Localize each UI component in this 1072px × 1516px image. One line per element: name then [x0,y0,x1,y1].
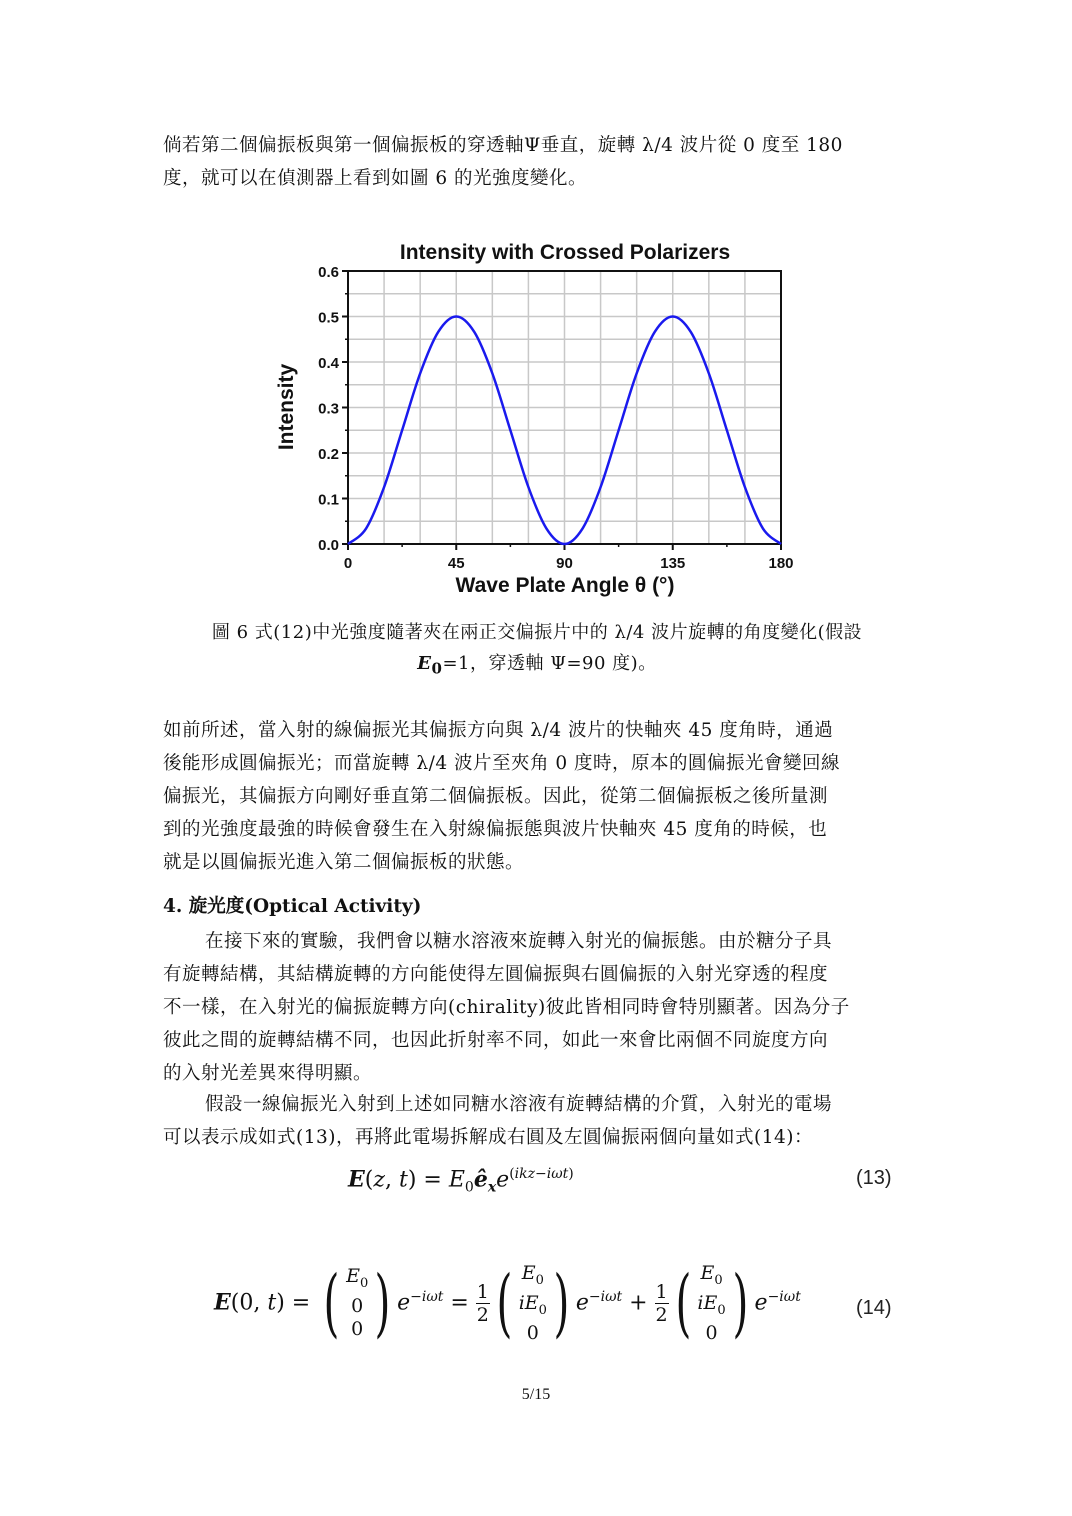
caption-e-subscript: 0 [431,659,443,678]
caption-e-symbol: E [417,653,432,674]
y-tick-label: 0.2 [318,446,339,463]
paragraph-3-line: 有旋轉結構，其結構旋轉的方向能使得左圓偏振與右圓偏振的入射光穿透的程度 [163,964,829,985]
figure-caption [163,617,911,685]
x-axis-ticks [344,544,794,572]
caption-line-2-rest: =1，穿透軸 Ψ=90 度)。 [442,653,657,674]
y-axis-label: Intensity [275,363,298,451]
x-tick-label: 90 [556,555,573,572]
paragraph-2-line: 到的光強度最強的時候會發生在入射線偏振態與波片快軸夾 45 度角的時候，也 [163,819,828,840]
paragraph-3-line: 不一樣，在入射光的偏振旋轉方向(chirality)彼此皆相同時會特別顯著。因為分子 [163,997,850,1018]
equation-14-number: (14) [856,1297,892,1319]
y-axis-ticks [318,264,348,554]
x-tick-label: 180 [768,555,794,572]
chart-grid [348,271,781,544]
paragraph-3 [163,925,911,1090]
y-tick-label: 0.0 [318,537,339,554]
caption-line-1: 圖 6 式(12)中光強度隨著夾在兩正交偏振片中的 λ/4 波片旋轉的角度變化(假設 [211,622,863,643]
equation-14: E(0, t) = ( $E_0$ 0 0 ) $e^{-i\omega t}$ = $\frac{1}{2}$ ( $E_0$ $iE_0$ 0 ) $e^{-i\omega t}$ + $\frac{1}{2}$ ( $E_0$ $iE_0$ 0 ) $e^{-i\omega t}$ [214,1260,801,1347]
paragraph-4-line: 可以表示成如式(13)，再將此電場拆解成右圓及左圓偏振兩個向量如式(14)： [163,1127,813,1148]
paragraph-2-line: 後能形成圓偏振光；而當旋轉 λ/4 波片至夾角 0 度時，原本的圓偏振光會變回線 [163,753,841,774]
y-tick-label: 0.3 [318,400,339,418]
section-heading: 4. 旋光度(Optical Activity) [163,896,422,917]
paragraph-3-line: 彼此之間的旋轉結構不同，也因此折射率不同，如此一來會比兩個不同旋度方向 [163,1030,829,1051]
intro-line-2: 度，就可以在偵測器上看到如圖 6 的光強度變化。 [163,168,588,189]
paragraph-2 [163,714,911,879]
intro-paragraph [163,129,911,195]
intensity-chart [262,228,822,608]
paragraph-3-line: 的入射光差異來得明顯。 [163,1063,373,1084]
equation-13: E(z, $t) = E_0ê_xe^{(ikz-i\omega t)}$ [348,1166,574,1196]
paragraph-2-line: 如前所述，當入射的線偏振光其偏振方向與 λ/4 波片的快軸夾 45 度角時，通過 [163,720,834,741]
y-tick-label: 0.6 [318,264,339,281]
equation-13-number: (13) [856,1167,892,1189]
paragraph-3-line: 在接下來的實驗，我們會以糖水溶液來旋轉入射光的偏振態。由於糖分子具 [205,931,833,952]
x-tick-label: 0 [343,555,353,572]
caption-line-2 [163,648,911,685]
y-tick-label: 0.4 [318,355,339,372]
page-number: 5/15 [521,1386,551,1403]
paragraph-4 [163,1088,911,1154]
paragraph-2-line: 偏振光，其偏振方向剛好垂直第二個偏振板。因此，從第二個偏振板之後所量測 [163,786,829,807]
intro-line-1: 倘若第二個偏振板與第一個偏振板的穿透軸Ψ垂直，旋轉 λ/4 波片從 0 度至 180 [163,135,843,156]
x-tick-label: 135 [660,555,686,572]
y-tick-label: 0.1 [318,491,339,509]
paragraph-2-line: 就是以圓偏振光進入第二個偏振板的狀態。 [163,852,525,873]
paragraph-4-line: 假設一線偏振光入射到上述如同糖水溶液有旋轉結構的介質，入射光的電場 [205,1094,833,1115]
chart-title: Intensity with Crossed Polarizers [399,241,731,264]
x-axis-label: Wave Plate Angle θ (°) [455,574,675,597]
y-tick-label: 0.5 [318,309,339,327]
x-tick-label: 45 [447,555,465,572]
